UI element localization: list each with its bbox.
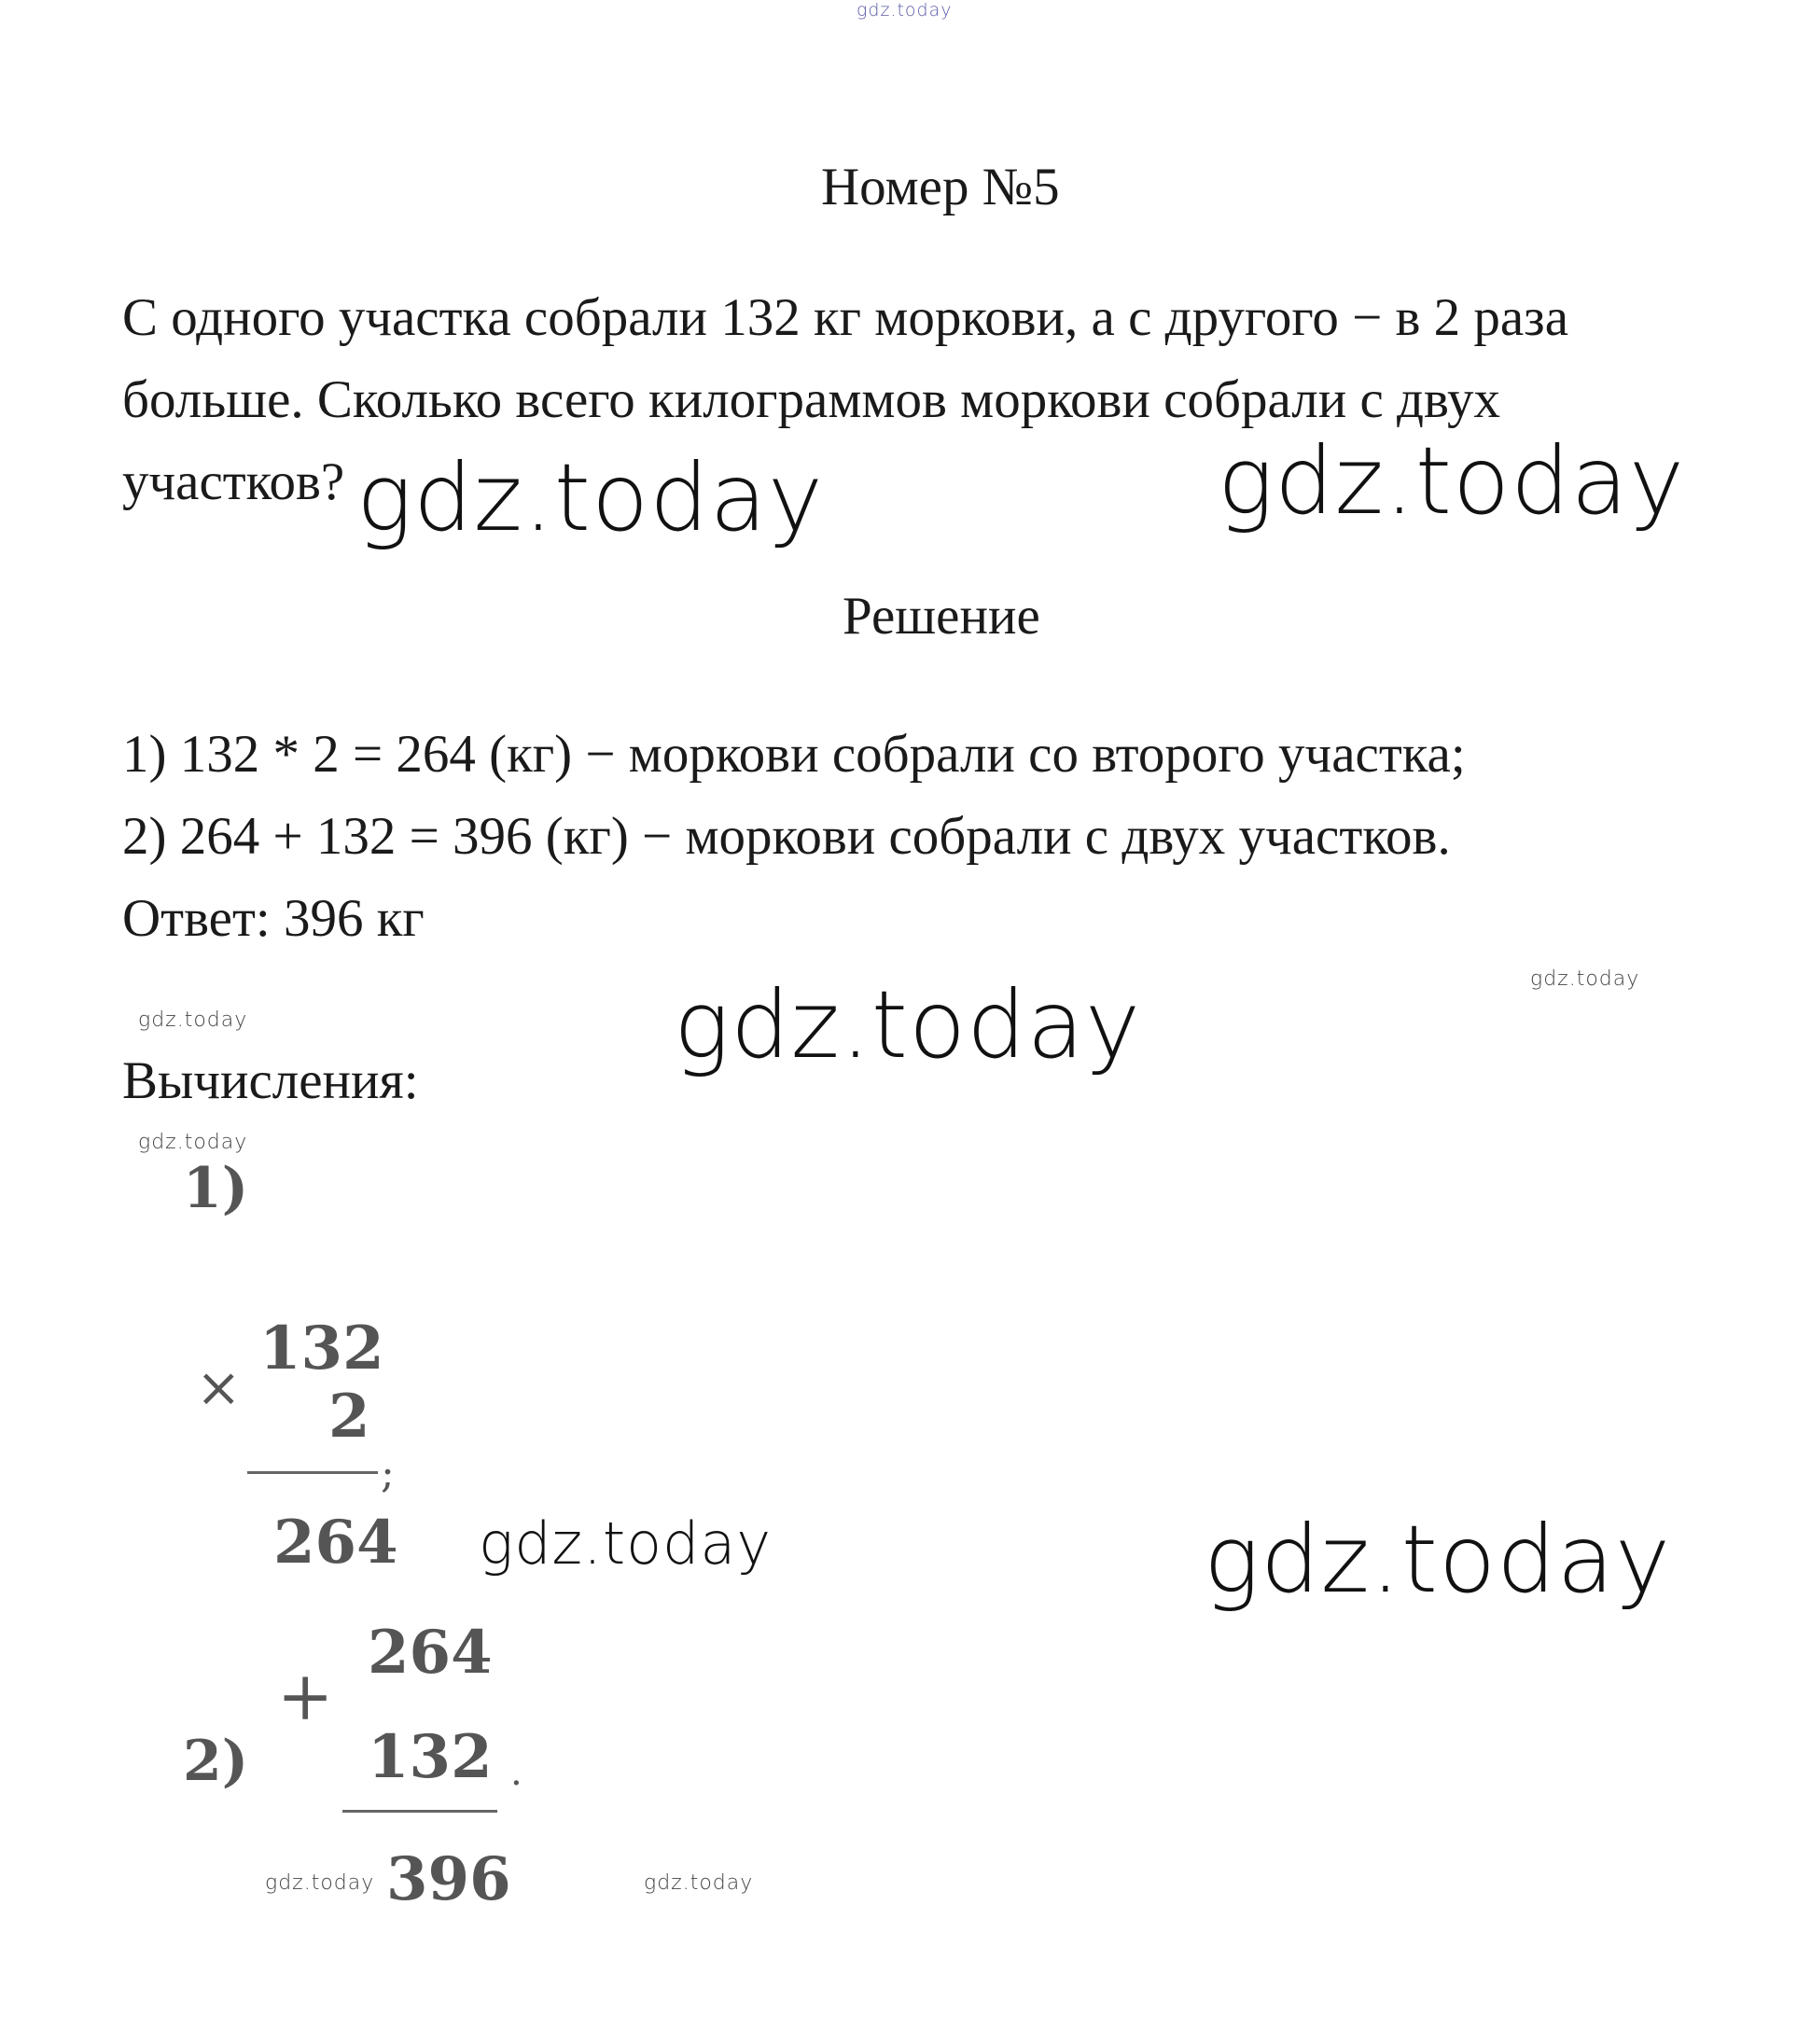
multiply-sign-icon: × <box>196 1356 242 1419</box>
calc2-operand-b: 132 <box>368 1722 493 1792</box>
watermark-large: gdz.today <box>674 970 1142 1079</box>
solution-step-1: 1) 132 * 2 = 264 (кг) − моркови собрали со второго участка; <box>122 725 1466 784</box>
calc-heading: Вычисления: <box>122 1051 419 1110</box>
calc1-underline <box>247 1471 378 1474</box>
problem-line-1: С одного участка собрали 132 кг моркови, а с другого − в 2 раза <box>122 288 1568 347</box>
calc1-operand-a: 132 <box>259 1314 384 1384</box>
calc2-underline <box>342 1810 497 1813</box>
problem-line-3: участков? <box>122 452 345 511</box>
calc2-label: 2) <box>183 1729 249 1794</box>
solution-heading: Решение <box>843 587 1040 646</box>
problem-line-2: больше. Сколько всего килограммов моркови собрали с двух <box>122 370 1500 429</box>
answer-line: Ответ: 396 кг <box>122 889 425 948</box>
watermark-small: gdz.today <box>138 1008 248 1032</box>
calc2-result: 396 <box>386 1844 511 1914</box>
calc2-separator: . <box>510 1751 522 1794</box>
page-title: Номер №5 <box>821 158 1060 216</box>
calc1-label: 1) <box>183 1156 249 1221</box>
watermark-small: gdz.today <box>265 1871 375 1895</box>
watermark-medium: gdz.today <box>479 1509 773 1578</box>
calc1-operand-b: 2 <box>328 1382 370 1452</box>
solution-step-2: 2) 264 + 132 = 396 (кг) − моркови собрали с двух участков. <box>122 807 1451 866</box>
watermark-large: gdz.today <box>1204 1505 1672 1614</box>
watermark-top: gdz.today <box>857 0 953 21</box>
watermark-small: gdz.today <box>138 1131 248 1154</box>
watermark-large: gdz.today <box>356 443 825 552</box>
watermark-small: gdz.today <box>1530 967 1640 991</box>
watermark-large: gdz.today <box>1218 426 1686 535</box>
watermark-small: gdz.today <box>644 1871 754 1895</box>
calc1-separator: ; <box>381 1450 395 1497</box>
plus-sign-icon: + <box>277 1657 334 1735</box>
calc2-operand-a: 264 <box>368 1618 493 1688</box>
calc1-result: 264 <box>273 1508 398 1578</box>
